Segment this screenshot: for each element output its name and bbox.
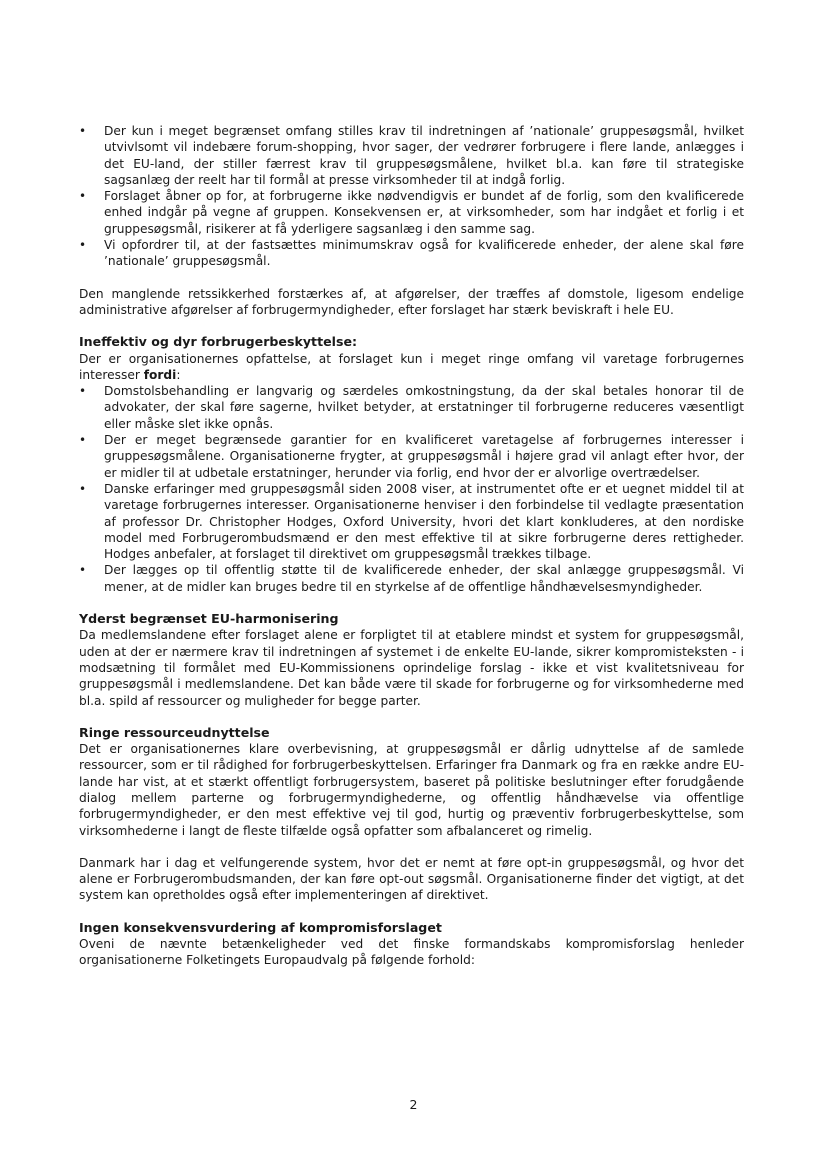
list-item: • Vi opfordrer til, at der fastsættes minimumskrav også for kvalificerede enheder, der alene skal føre ’nationale’ gruppesøgsmål. — [79, 237, 744, 270]
paragraph-danmark-system: Danmark har i dag et velfungerende system, hvor det er nemt at føre opt-in gruppesøgsmål, og hvor det alene er Forbrugerombudsmanden, der kan føre opt-out søgsmål. Organisationerne finder det vigtigt, at det system kan opretholdes også efter implementeringen af direktivet. — [79, 855, 744, 903]
intro-text: Der er organisationernes opfattelse, at forslaget kun i meget ringe omfang vil varetage forbrugernes interesser — [79, 351, 744, 382]
document-page — [79, 123, 744, 969]
section-heading-ineffektiv: Ineffektiv og dyr forbrugerbeskyttelse: — [79, 334, 358, 350]
intro-colon: : — [176, 367, 181, 382]
page-number: 2 — [409, 1097, 418, 1112]
paragraph-harmonisering: Da medlemslandene efter forslaget alene er forpligtet til at etablere mindst et system for gruppesøgsmål, uden at der er nærmere krav til indretningen af systemet i de enkelte EU-lande, sikrer kompromisteksten - i modsætning til formålet med EU-Kommissionens oprindelige forslag - ikke et vist kvalitetsniveau for gruppesøgsmål i medlemslandene. Det kan både være til skade for forbrugerne og for virksomhederne med bl.a. spild af ressourcer og muligheder for begge parter. — [79, 628, 744, 708]
list-item: • Danske erfaringer med gruppesøgsmål siden 2008 viser, at instrumentet ofte er et uegnet middel til at varetage forbrugernes interesser. Organisationerne henviser i den forbindelse til vedlagte præsentation af professor Dr. Christopher Hodges, Oxford University, hvori det klart konkluderes, at den nordiske model med Forbrugerombudsmænd er den mest effektive til at sikre forbrugerne deres rettigheder. Hodges anbefaler, at forslaget til direktivet om gruppesøgsmål trækkes tilbage. — [79, 481, 744, 562]
paragraph-konsekvens: Oveni de nævnte betænkeligheder ved det finske formandskabs kompromisforslag henleder organisationerne Folketingets Europaudvalg på følgende forhold: — [79, 937, 744, 968]
list-item: • Forslaget åbner op for, at forbrugerne ikke nødvendigvis er bundet af de forlig, som den kvalificerede enhed indgår på vegne af gruppen. Konsekvensen er, at virksomheder, som har indgået et forlig i et gruppesøgsmål, risikerer at få yderligere sagsanlæg i den samme sag. — [79, 188, 744, 237]
section-heading-harmonisering: Yderst begrænset EU-harmonisering — [79, 611, 339, 627]
section-heading-ressource: Ringe ressourceudnyttelse — [79, 724, 270, 740]
list-item: • Der lægges op til offentlig støtte til de kvalificerede enheder, der skal anlægge gruppesøgsmål. Vi mener, at de midler kan bruges bedre til en styrkelse af de offentlige håndhævelsesmyndigheder. — [79, 562, 744, 595]
paragraph-retssikkerhed: Den manglende retssikkerhed forstærkes af, at afgørelser, der træffes af domstole, ligesom endelige administrative afgørelser af forbrugermyndigheder, efter forslaget har stærk beviskraft i hele EU. — [79, 286, 744, 317]
section-heading-konsekvens: Ingen konsekvensvurdering af kompromisforslaget — [79, 919, 442, 935]
bullet-list-forum-shopping — [79, 123, 744, 270]
list-item: • Der kun i meget begrænset omfang stilles krav til indretningen af ’nationale’ gruppesøgsmål, hvilket utvivlsomt vil indebære forum-shopping, hvor sager, der vedrører forbrugere i flere lande, anlægges i det EU-land, der stiller færrest krav til gruppesøgsmålene, hvilket bl.a. kan føre til strategiske sagsanlæg der reelt har til formål at presse virksomheder til at indgå forlig. — [79, 123, 744, 188]
bullet-list-ineffektiv — [79, 383, 744, 595]
paragraph-ineffektiv-intro — [79, 351, 744, 384]
paragraph-ressource: Det er organisationernes klare overbevisning, at gruppesøgsmål er dårlig udnyttelse af de samlede ressourcer, som er til rådighed for forbrugerbeskyttelsen. Erfaringer fra Danmark og fra en række andre EU-lande har vist, at et stærkt offentligt forbrugersystem, baseret på politiske beslutninger efter forudgående dialog mellem parterne og forbrugermyndighederne, og offentlig håndhævelse via offentlige forbrugermyndigheder, er den mest effektive vej til god, hurtig og præventiv forbrugerbeskyttelse, som virksomhederne i langt de fleste tilfælde også opfatter som afbalanceret og rimelig. — [79, 742, 744, 838]
intro-bold-word: fordi — [143, 367, 177, 382]
list-item: • Domstolsbehandling er langvarig og særdeles omkostningstung, da der skal betales honorar til de advokater, der skal føre sagerne, hvilket betyder, at erstatninger til forbrugerne reduceres væsentligt eller måske slet ikke opnås. — [79, 383, 744, 432]
list-item: • Der er meget begrænsede garantier for en kvalificeret varetagelse af forbrugernes interesser i gruppesøgsmålene. Organisationerne frygter, at gruppesøgsmål i højere grad vil anlagt efter hvor, der er midler til at udbetale erstatninger, herunder via forlig, end hvor der er alvorlige overtrædelser. — [79, 432, 744, 481]
